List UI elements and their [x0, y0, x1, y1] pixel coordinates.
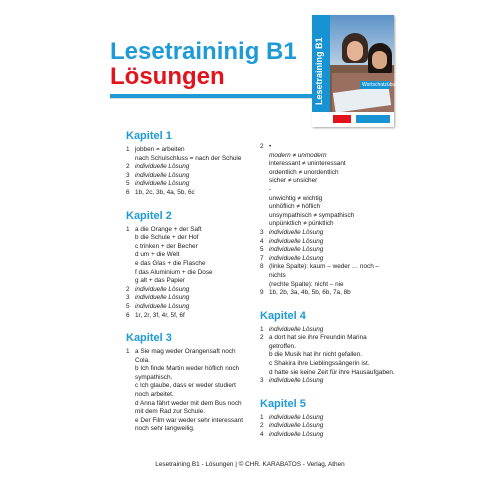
answer-line: 1b, 2b, 3a, 4b, 5b, 6b, 7a, 8b: [269, 289, 351, 297]
exercise-number: 6: [126, 188, 130, 196]
answer-line: g alt + das Papier: [135, 277, 185, 285]
answer-line: individuelle Lösung: [269, 228, 324, 236]
answer-item: [126, 146, 251, 163]
answer-line: individuelle Lösung: [269, 325, 324, 333]
page-subtitle: Lösungen: [110, 63, 225, 90]
exercise-number: 1: [126, 146, 130, 153]
answer-line: b die Musik hat ihr nicht gefallen.: [269, 351, 363, 359]
answer-line: c Shakira ihre Lieblingssängerin ist.: [269, 360, 370, 368]
answer-line: individuelle Lösung: [135, 294, 190, 302]
answer-line: individuelle Lösung: [135, 302, 190, 310]
exercise-number: 5: [126, 180, 130, 188]
answer-line: (linke Spalte): kaum – weder … noch –: [269, 263, 380, 271]
chapter-heading: Kapitel 1: [126, 130, 172, 142]
answer-item: [126, 303, 251, 312]
answer-item: [126, 286, 251, 295]
exercise-number: 2: [126, 163, 130, 171]
exercise-number: 2: [260, 143, 264, 150]
answer-item: [260, 263, 395, 289]
exercise-number: 9: [260, 289, 264, 297]
answer-line: nach Schulschluss = nach der Schule: [135, 154, 242, 162]
exercise-number: 8: [260, 263, 264, 271]
exercise-number: 5: [260, 246, 264, 254]
answer-line: noch arbeitet.: [135, 391, 174, 399]
exercise-number: 1: [260, 413, 264, 421]
exercise-number: 5: [126, 302, 130, 310]
answers-column-right: [260, 143, 395, 440]
answer-line: modern ≠ unmodern: [269, 151, 327, 159]
answer-item: [126, 294, 251, 303]
answer-line: sympathisch.: [135, 373, 173, 381]
chapter-heading: Kapitel 4: [260, 309, 306, 322]
answer-item: [126, 226, 251, 286]
answer-line: a dort hat sie ihre Freundin Marina getroffen.: [269, 334, 367, 350]
page-footer: Lesetraining B1 - Lösungen | © CHR. KARABATOS - Verlag, Athen: [155, 461, 345, 468]
answer-item: [260, 246, 395, 255]
answer-line: individuelle Lösung: [135, 171, 190, 179]
answer-line: individuelle Lösung: [269, 246, 324, 254]
answer-line: d hatte sie keine Zeit für ihre Hausaufgaben.: [269, 368, 395, 376]
answer-line: individuelle Lösung: [269, 413, 324, 421]
answer-item: [260, 414, 395, 423]
page-title: Lesetraininig B1: [110, 38, 297, 65]
answer-line: (rechte Spalte): nicht – nie: [269, 280, 344, 288]
answer-line: •: [269, 143, 272, 150]
answer-item: [126, 180, 251, 189]
answers-column-left: [126, 130, 251, 434]
answer-item: [260, 143, 395, 152]
answer-line: b die Schule + der Hof: [135, 234, 199, 242]
answer-item: [260, 152, 395, 161]
exercise-number: 2: [260, 334, 264, 342]
answer-line: mit dem Rad zur Schule.: [135, 408, 205, 416]
answer-line: individuelle Lösung: [269, 422, 324, 430]
exercise-number: 3: [126, 294, 130, 302]
answer-line: interessant ≠ uninteressant: [269, 160, 346, 168]
answer-line: e das Glas + die Flasche: [135, 259, 206, 267]
answer-line: b Ich finde Martin weder höflich noch: [135, 365, 240, 373]
answer-item: [126, 172, 251, 181]
answer-line: sicher ≠ unsicher: [269, 177, 318, 185]
exercise-number: 2: [260, 422, 264, 430]
answer-line: c Ich glaube, dass er weder studiert: [135, 382, 236, 390]
exercise-number: 7: [260, 254, 264, 262]
answer-line: c trinken + der Becher: [135, 242, 198, 250]
answer-item: [260, 229, 395, 238]
answer-line: d Anna fährt weder mit dem Bus noch: [135, 399, 242, 407]
answer-line: individuelle Lösung: [269, 254, 324, 262]
exercise-number: [260, 152, 269, 161]
answer-line: ordentlich ≠ unordentlich: [269, 168, 339, 176]
answer-item: [260, 255, 395, 264]
book-cover-image: [312, 15, 407, 127]
answer-line: jobben = arbeiten: [135, 146, 185, 153]
answer-line: d um + die Welt: [135, 251, 180, 259]
exercise-number: 3: [126, 171, 130, 179]
answer-item: [260, 160, 395, 229]
answer-line: Cola.: [135, 356, 150, 364]
exercise-number: 6: [126, 311, 130, 319]
exercise-number: 1: [126, 225, 130, 233]
exercise-number: 4: [260, 237, 264, 245]
answer-line: individuelle Lösung: [269, 237, 324, 245]
answer-line: individuelle Lösung: [269, 431, 324, 439]
answer-line: unpünktlich ≠ pünktlich: [269, 220, 334, 228]
answer-line: individuelle Lösung: [135, 163, 190, 171]
answer-item: [260, 422, 395, 431]
chapter-heading: Kapitel 3: [126, 332, 172, 345]
answer-item: [260, 326, 395, 335]
answer-line: -: [269, 185, 272, 193]
answer-line: noch sehr langweilig.: [135, 425, 195, 433]
answer-item: [260, 289, 395, 298]
answer-line: unwichtig ≠ wichtig: [269, 194, 323, 202]
exercise-number: 4: [260, 431, 264, 439]
answer-line: individuelle Lösung: [269, 377, 324, 385]
exercise-number: [260, 160, 269, 229]
answer-line: individuelle Lösung: [135, 180, 190, 188]
answer-line: 1r, 2r, 3f, 4r, 5f, 6f: [135, 311, 185, 319]
answer-item: [126, 312, 251, 321]
answer-item: [260, 238, 395, 247]
exercise-number: 3: [260, 377, 264, 385]
answer-item: [126, 163, 251, 172]
answer-line: unhöflich ≠ höflich: [269, 203, 321, 211]
chapter-heading: Kapitel 5: [260, 397, 306, 410]
title-divider: [110, 94, 328, 99]
answer-line: unsympathisch ≠ sympathisch: [269, 211, 355, 219]
exercise-number: 1: [126, 348, 130, 356]
cover-label: [356, 115, 390, 123]
answer-line: f das Aluminium + die Dose: [135, 268, 213, 276]
answer-line: nichts: [269, 271, 286, 279]
publisher-logo: [333, 115, 351, 123]
answer-item: [126, 189, 251, 198]
answer-item: [260, 334, 395, 377]
exercise-number: 1: [260, 325, 264, 333]
answer-item: [126, 348, 251, 434]
cover-tag: Wortschatzübungen: [362, 82, 407, 88]
answer-line: a die Orange + der Saft: [135, 225, 202, 233]
chapter-heading: Kapitel 2: [126, 209, 172, 222]
exercise-number: 2: [126, 285, 130, 293]
answer-line: 1b, 2c, 3b, 4a, 5b, 6c: [135, 188, 195, 196]
answer-line: individuelle Lösung: [135, 285, 190, 293]
exercise-number: 3: [260, 228, 264, 236]
answer-line: a Sie mag weder Orangensaft noch: [135, 348, 236, 356]
answer-line: e Der Film war weder sehr interessant: [135, 416, 243, 424]
answer-item: [260, 377, 395, 386]
answer-item: [260, 431, 395, 440]
cover-title: Lesetraining B1: [314, 37, 324, 105]
